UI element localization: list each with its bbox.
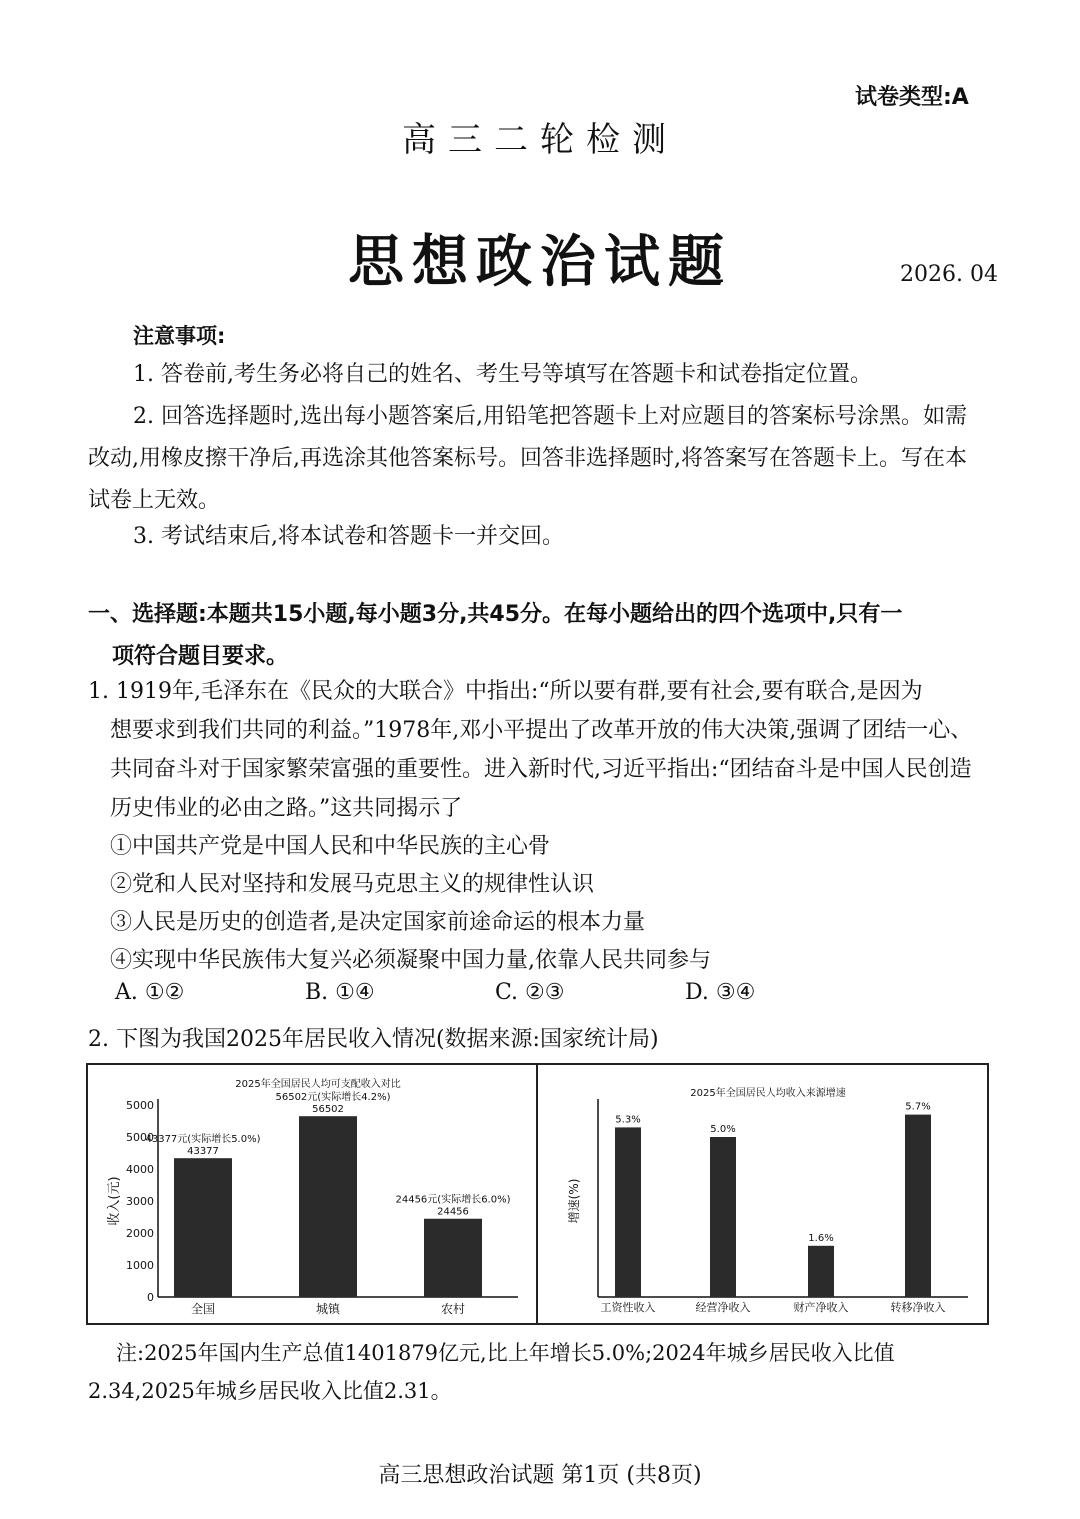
bar-value-label: 5.3% <box>615 1114 641 1126</box>
bar <box>710 1137 736 1297</box>
notice-title: 注意事项: <box>133 324 226 348</box>
question-1-choices <box>115 980 875 1005</box>
notice-item: 1. 答卷前,考生务必将自己的姓名、考生号等填写在答题卡和试卷指定位置。 <box>133 362 872 387</box>
bar <box>299 1116 357 1297</box>
x-tick-label: 财产净收入 <box>793 1301 849 1314</box>
y-tick-label: 2000 <box>126 1227 154 1240</box>
y-tick-label: 0 <box>147 1291 154 1304</box>
y-tick-label: 5000 <box>126 1099 154 1112</box>
choice-a[interactable]: A. ①② <box>115 980 185 1005</box>
notice-item: 3. 考试结束后,将本试卷和答题卡一并交回。 <box>133 524 564 549</box>
chart-title: 2025年全国居民人均收入来源增速 <box>690 1088 846 1099</box>
question-1-option: ①中国共产党是中国人民和中华民族的主心骨 <box>110 834 551 859</box>
bar-value-label: 43377 <box>187 1146 219 1158</box>
income-figure <box>86 1063 989 1325</box>
exam-date: 2026. 04 <box>900 262 998 287</box>
exam-title: 高三二轮检测 <box>402 120 678 160</box>
y-tick-label: 4000 <box>126 1163 154 1176</box>
question-1-stem-rest: 想要求到我们共同的利益。”1978年,邓小平提出了改革开放的伟大决策,强调了团结一心、共同奋斗对于国家繁荣富强的重要性。进入新时代,习近平指出:“团结奋斗是中国人民创造历史伟业的必由之路。”这共同揭示了 <box>110 718 973 821</box>
bar-value-label: 56502 <box>312 1104 344 1116</box>
x-tick-label: 全国 <box>190 1302 216 1316</box>
bar-value-label: 24456 <box>437 1206 469 1218</box>
choice-b[interactable]: B. ①④ <box>305 980 375 1005</box>
y-tick-label: 1000 <box>126 1259 154 1272</box>
question-2-note: 注:2025年国内生产总值1401879亿元,比上年增长5.0%;2024年城乡居民收入比值2.34,2025年城乡居民收入比值2.31。 <box>88 1341 895 1403</box>
choice-d[interactable]: D. ③④ <box>685 980 756 1005</box>
x-tick-label: 农村 <box>440 1302 466 1316</box>
x-tick-label: 工资性收入 <box>600 1301 656 1314</box>
bar <box>905 1115 931 1297</box>
x-tick-label: 城镇 <box>315 1302 341 1316</box>
y-tick-label: 5000 <box>126 1131 154 1144</box>
question-1-option: ④实现中华民族伟大复兴必须凝聚中国力量,依靠人民共同参与 <box>110 948 711 973</box>
question-1-option: ②党和人民对坚持和发展马克思主义的规律性认识 <box>110 872 595 897</box>
income-comparison-chart <box>88 1065 536 1323</box>
section-heading-line1: 一、选择题:本题共15小题,每小题3分,共45分。在每小题给出的四个选项中,只有一 <box>88 602 903 627</box>
x-tick-label: 经营净收入 <box>695 1301 751 1314</box>
y-axis-label: 收入(元) <box>107 1176 122 1226</box>
bar <box>808 1246 834 1297</box>
bar-annotation: 43377元(实际增长5.0%) <box>145 1134 261 1146</box>
paper-type: 试卷类型:A <box>855 85 969 110</box>
question-1-option: ③人民是历史的创造者,是决定国家前途命运的根本力量 <box>110 910 645 935</box>
question-1-stem-first: 1. 1919年,毛泽东在《民众的大联合》中指出:“所以要有群,要有社会,要有联合,是因为 <box>88 679 923 704</box>
question-1-stem <box>88 672 993 828</box>
page-footer: 高三思想政治试题 第1页 (共8页) <box>378 1463 702 1488</box>
bar <box>424 1219 482 1297</box>
section-heading <box>88 594 993 678</box>
section-heading-line2: 项符合题目要求。 <box>112 644 289 669</box>
notice-item: 2. 回答选择题时,选出每小题答案后,用铅笔把答题卡上对应题目的答案标号涂黑。如需改动,用橡皮擦干净后,再选涂其他答案标号。回答非选择题时,将答案写在答题卡上。写在本试卷上无效。 <box>88 404 967 513</box>
bar-value-label: 5.0% <box>710 1124 736 1135</box>
y-tick-label: 3000 <box>126 1195 154 1208</box>
y-axis-label: 增速(%) <box>567 1178 581 1224</box>
bar-annotation: 24456元(实际增长6.0%) <box>395 1194 511 1206</box>
bar <box>615 1127 641 1297</box>
question-2-stem: 2. 下图为我国2025年居民收入情况(数据来源:国家统计局) <box>88 1027 659 1052</box>
income-source-growth-chart <box>538 1065 987 1323</box>
x-tick-label: 转移净收入 <box>890 1301 946 1314</box>
main-title: 思想政治试题 <box>348 229 732 295</box>
bar-value-label: 1.6% <box>808 1232 834 1244</box>
choice-c[interactable]: C. ②③ <box>495 980 565 1005</box>
bar-value-label: 5.7% <box>905 1101 931 1113</box>
bar <box>174 1158 232 1297</box>
chart-title: 2025年全国居民人均可支配收入对比 <box>235 1079 401 1090</box>
bar-annotation: 56502元(实际增长4.2%) <box>275 1092 391 1104</box>
